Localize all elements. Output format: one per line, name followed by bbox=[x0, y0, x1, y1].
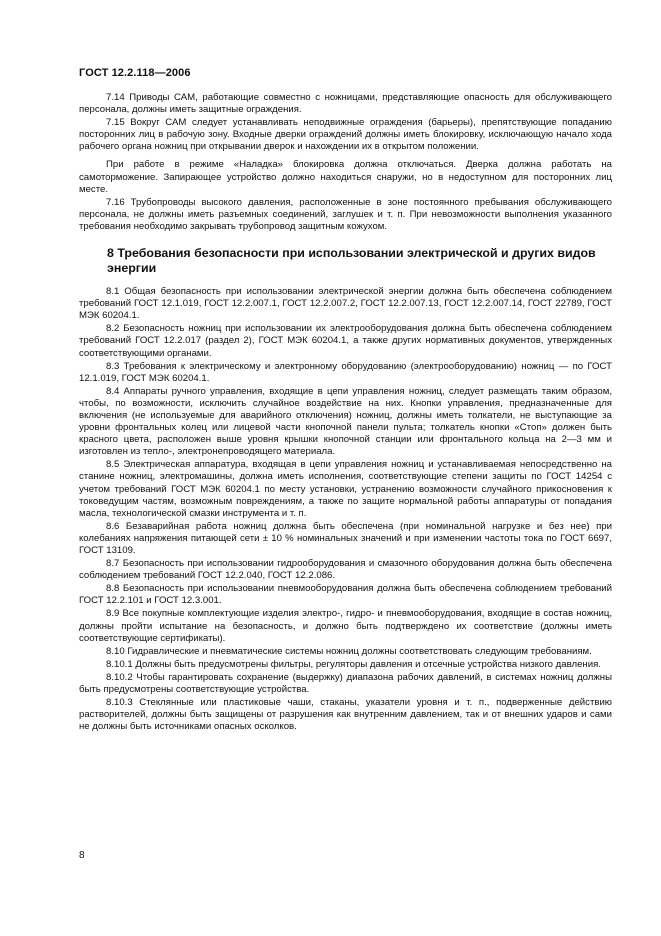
paragraph-8-10-1: 8.10.1 Должны быть предусмотрены фильтры, регуляторы давления и отсечные устройства низкого давления. bbox=[106, 658, 601, 670]
page-content bbox=[79, 92, 612, 734]
paragraph-8-9: 8.9 Все покупные комплектующие изделия электро-, гидро- и пневмооборудования, входящие в состав ножниц, должны пройти испытание на безопасность, и должно быть подтверждено их соответствие (должны иметь соответствующие сертификаты). bbox=[79, 608, 612, 644]
paragraph-8-6: 8.6 Безаварийная работа ножниц должна быть обеспечена (при номинальной нагрузке и без нее) при колебаниях напряжения питающей сети ± 10 % номинальных значений и при изменении частоты тока по ГОСТ 6697, ГОСТ 13109. bbox=[79, 520, 612, 556]
paragraph-8-7: 8.7 Безопасность при использовании гидрооборудования и смазочного оборудования должна быть обеспечена соблюдением требований ГОСТ 12.2.040, ГОСТ 12.2.086. bbox=[79, 558, 612, 582]
paragraph-8-8: 8.8 Безопасность при использовании пневмооборудования должна быть обеспечена соблюдением требований ГОСТ 12.2.101 и ГОСТ 12.3.001. bbox=[79, 583, 612, 607]
paragraph-8-10-3: 8.10.3 Стеклянные или пластиковые чаши, стаканы, указатели уровня и т. п., подверженные действию растворителей, должны быть защищены от разрушения как внутренним давлением, так и от внешних ударов и сами не должны быть источниками опасных осколков. bbox=[79, 697, 612, 733]
paragraph-7-14: 7.14 Приводы САМ, работающие совместно с ножницами, представляющие опасность для обслуживающего персонала, должны иметь защитные ограждения. bbox=[79, 92, 612, 116]
paragraph-8-1: 8.1 Общая безопасность при использовании электрической энергии должна быть обеспечена соблюдением требований ГОСТ 12.1.019, ГОСТ 12.2.007.1, ГОСТ 12.2.007.2, ГОСТ 12.2.007.13, ГОСТ 12.2.007.14, ГОСТ 22789, ГОСТ МЭК 60204.1. bbox=[79, 286, 612, 322]
paragraph-8-10: 8.10 Гидравлические и пневматические системы ножниц должны соответствовать следующим требованиям. bbox=[106, 645, 592, 657]
document-header: ГОСТ 12.2.118—2006 bbox=[79, 67, 191, 79]
paragraph-8-5: 8.5 Электрическая аппаратура, входящая в цепи управления ножниц и устанавливаемая непосредственно на станине ножниц, электромашины, должна иметь исполнения, соответствующие степени защиты по ГОСТ 14254 с учетом требований ГОСТ МЭК 60204.1 по месту установки, устранению возможности случайного прикосновения к токоведущим частям, возможным повреждениям, а также по защите нормальной работы аппаратуры от попадания масла, технологической смазки инструмента и т. п. bbox=[79, 459, 612, 519]
paragraph-8-3: 8.3 Требования к электрическому и электронному оборудованию (электрооборудованию) ножниц — по ГОСТ 12.1.019, ГОСТ МЭК 60204.1. bbox=[79, 360, 612, 384]
paragraph-8-2: 8.2 Безопасность ножниц при использовании их электрооборудования должна быть обеспечена соблюдением требований ГОСТ 12.2.017 (раздел 2), ГОСТ МЭК 60204.1, а также других нормативных документов, утвержденных соответствующими органами. bbox=[79, 323, 612, 359]
paragraph-8-10-2: 8.10.2 Чтобы гарантировать сохранение (выдержку) диапазона рабочих давлений, в системах ножниц должны быть предусмотрены соответствующие устройства. bbox=[79, 671, 612, 696]
section-8-heading: 8 Требования безопасности при использовании электрической и других видов энергии bbox=[107, 246, 596, 276]
paragraph-7-15: 7.15 Вокруг САМ следует устанавливать неподвижные ограждения (барьеры), препятствующие попаданию посторонних лиц в рабочую зону. Входные дверки ограждений должны иметь блокировку, исключающую начало хода рабочего органа ножниц при открывании дверок и нахождении их в открытом положении. bbox=[79, 117, 612, 153]
page-number: 8 bbox=[79, 850, 85, 861]
paragraph-naladka: При работе в режиме «Наладка» блокировка должна отключаться. Дверка должна работать на самоторможение. Запирающее устройство должно находиться снаружи, но в недоступном для посторонних лиц месте. bbox=[79, 159, 612, 195]
paragraph-7-16: 7.16 Трубопроводы высокого давления, расположенные в зоне постоянного пребывания обслуживающего персонала, не должны иметь разъемных соединений, заглушек и т. п. При невозможности выполнения указанного требования необходимо закрывать трубопровод защитным кожухом. bbox=[79, 196, 612, 232]
paragraph-8-4: 8.4 Аппараты ручного управления, входящие в цепи управления ножниц, следует размещать таким образом, чтобы, по возможности, исключить случайное воздействие на них. Кнопки управления, предназначенные для включения (не используемые для аварийного отключения) ножниц, должны иметь толкатели, не выступающие за уровни фронтальных колец или лицевой части кнопочной панели пульта; толкатель кнопки «Стоп» должен быть красного цвета, расположен выше уровня крышки кнопочной станции или фронтального кольца на 2—3 мм и изготовлен из тепло-, электронепроводящего материала. bbox=[79, 385, 612, 458]
